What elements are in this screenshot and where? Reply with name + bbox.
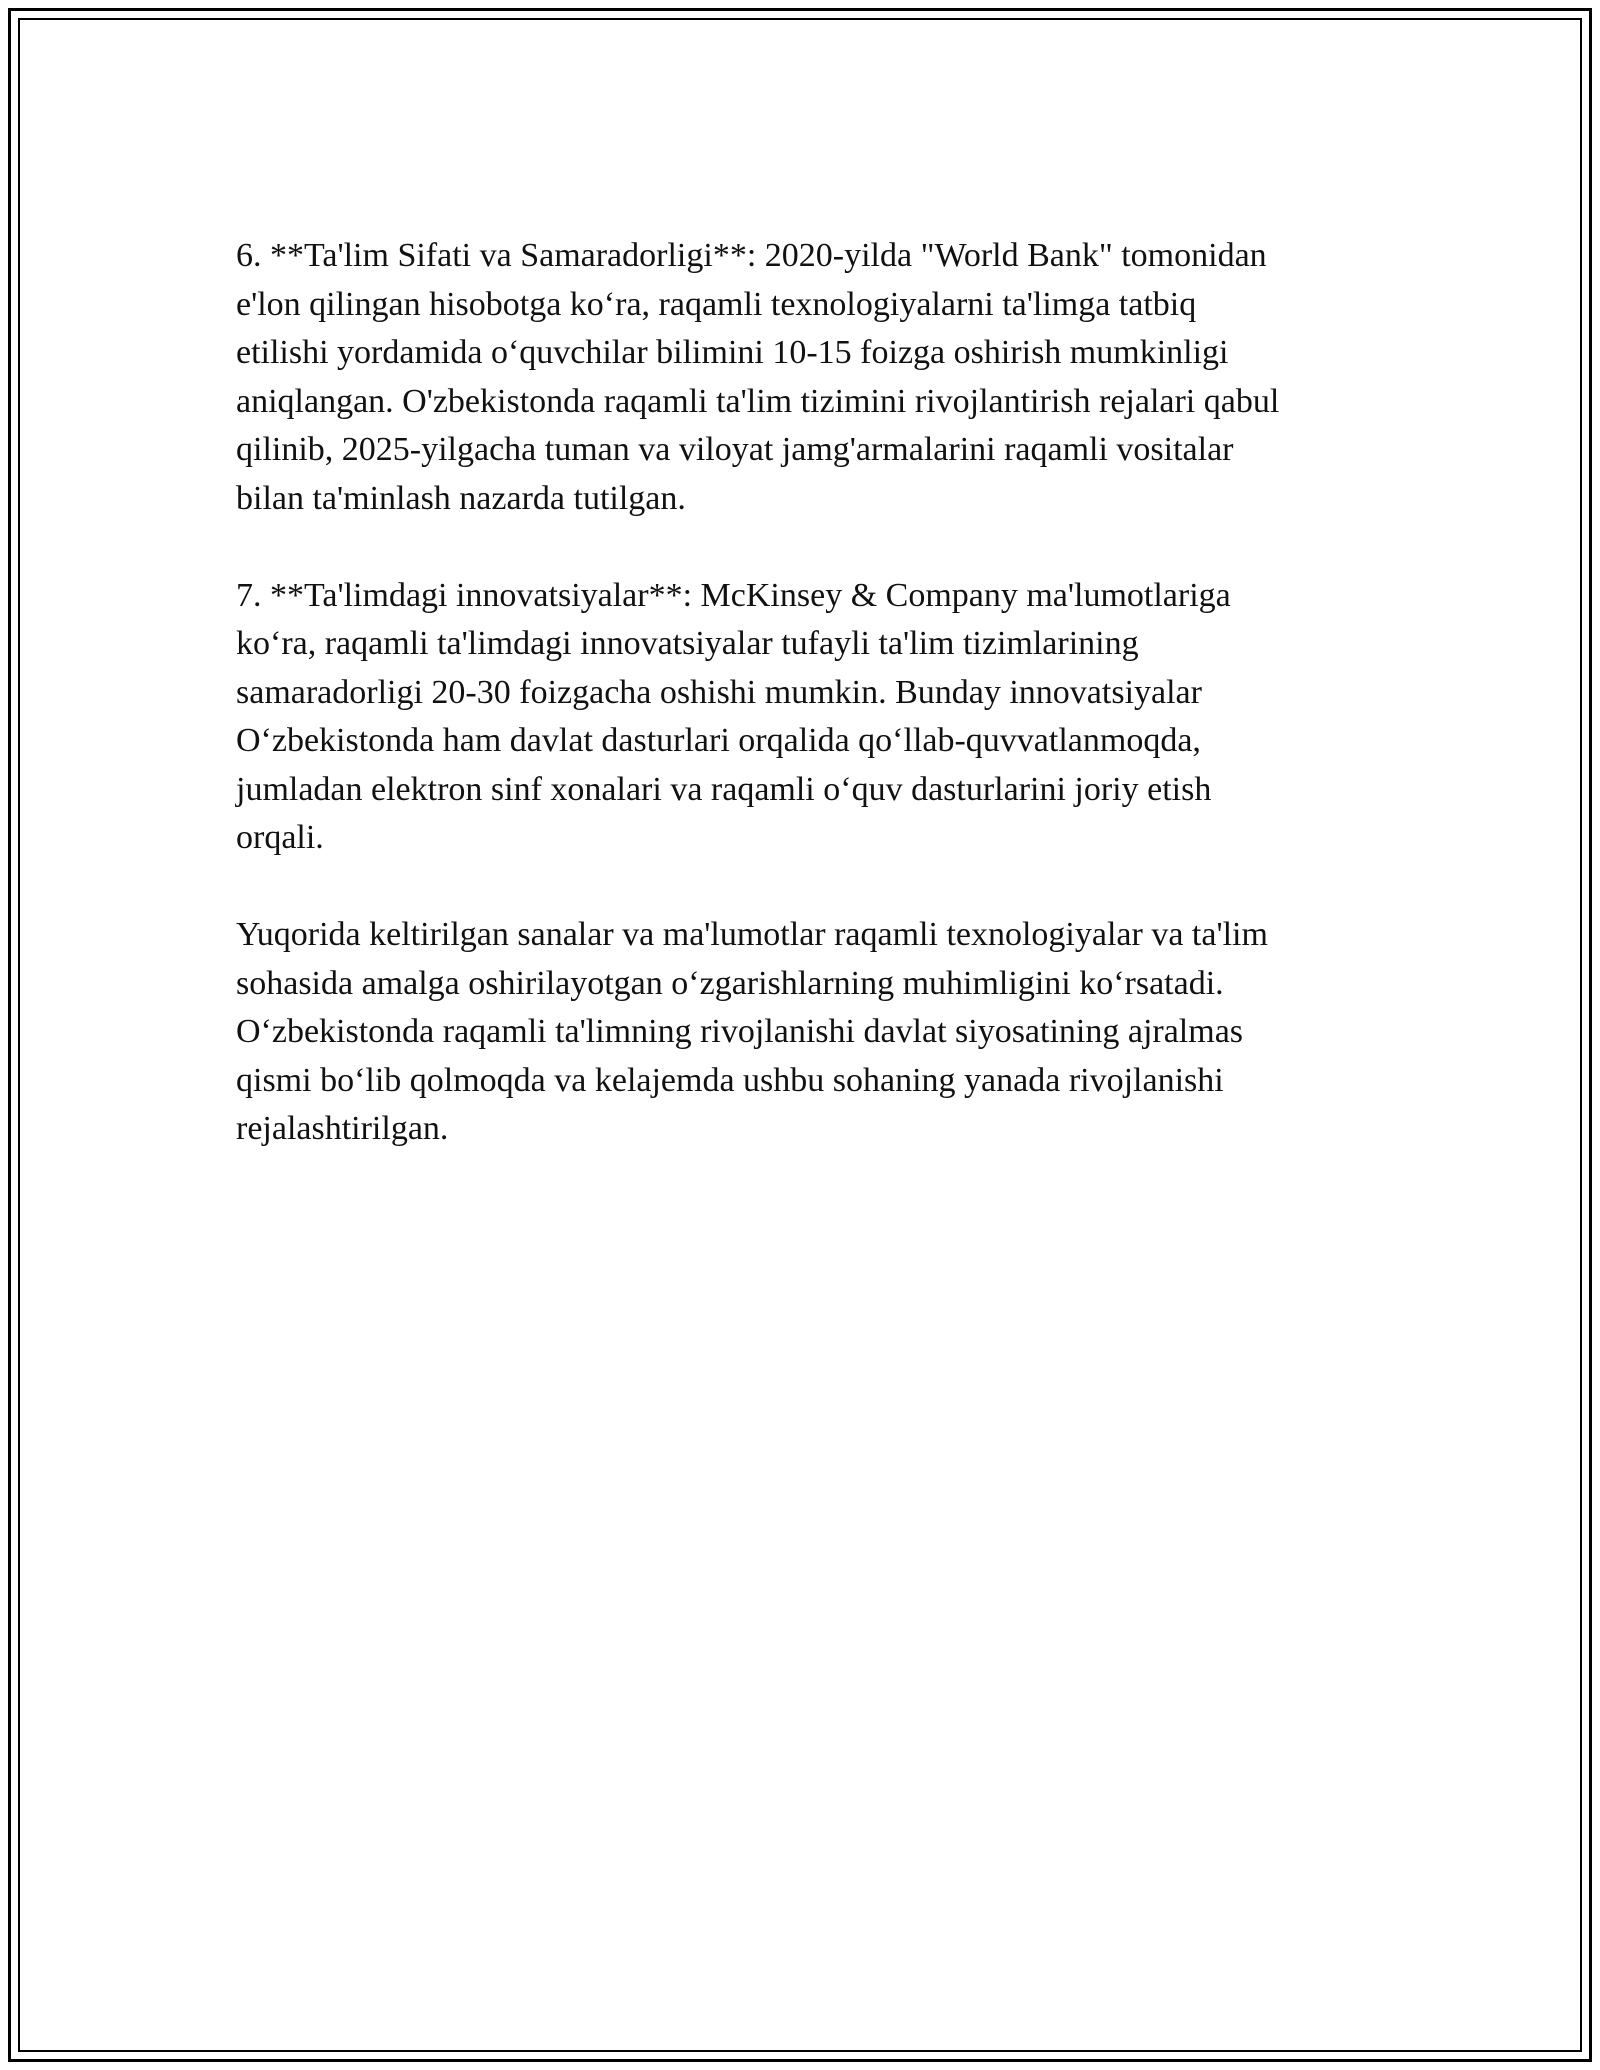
- paragraph-item-7-innovations: 7. **Ta'limdagi innovatsiyalar**: McKinsey & Company ma'lumotlariga ko‘ra, raqamli ta'limdagi innovatsiyalar tufayli ta'lim tizimlarining samaradorligi 20-30 foizgacha oshishi mumkin. Bunday innovatsiyalar O‘zbekistonda ham davlat dasturlari orqalida qo‘llab-quvvatlanmoqda, jumladan elektron sinf xonalari va raqamli o‘quv dasturlarini joriy etish orqali.: [236, 576, 1231, 856]
- paragraph-item-6-quality: 6. **Ta'lim Sifati va Samaradorligi**: 2020-yilda "World Bank" tomonidan e'lon qilingan hisobotga ko‘ra, raqamli texnologiyalarni ta'limga tatbiq etilishi yordamida o‘quvchilar bilimini 10-15 foizga oshirish mumkinligi aniqlangan. O'zbekistonda raqamli ta'lim tizimini rivojlantirish rejalari qabul qilinib, 2025-yilgacha tuman va viloyat jamg'armalarini raqamli vositalar bilan ta'minlash nazarda tutilgan.: [236, 237, 1280, 517]
- document-body: [236, 232, 1396, 1202]
- paragraph-conclusion: Yuqorida keltirilgan sanalar va ma'lumotlar raqamli texnologiyalar va ta'lim sohasida amalga oshirilayotgan o‘zgarishlarning muhimligini ko‘rsatadi. O‘zbekistonda raqamli ta'limning rivojlanishi davlat siyosatining ajralmas qismi bo‘lib qolmoqda va kelajemda ushbu sohaning yanada rivojlanishi rejalashtirilgan.: [236, 916, 1268, 1147]
